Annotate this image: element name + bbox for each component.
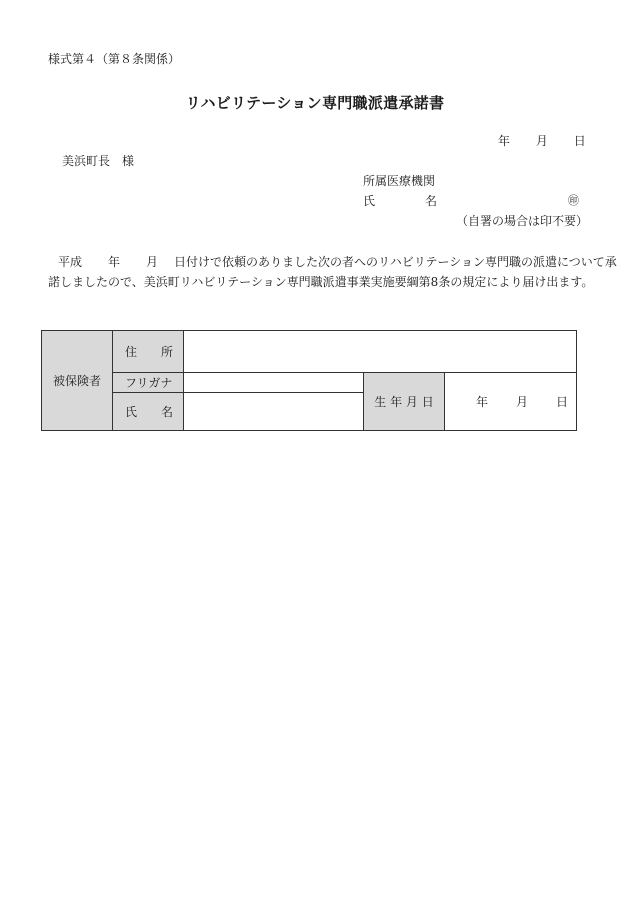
- birthdate-month: 月: [515, 395, 528, 409]
- form-number: 様式第４（第８条関係）: [48, 52, 181, 66]
- body-line-2: 諾しましたので、美浜町リハビリテーション専門職派遣事業実施要綱第8条の規定により届け出ます。: [48, 275, 594, 289]
- furigana-label-cell: [113, 373, 184, 393]
- furigana-label: フリガナ: [125, 376, 173, 390]
- insured-name-label: 氏 名: [125, 405, 174, 419]
- address-label: 住 所: [125, 345, 174, 359]
- affiliation-label: 所属医療機関: [363, 174, 436, 188]
- birthdate-day: 日: [555, 395, 568, 409]
- body-paragraph: [48, 252, 617, 292]
- body-month: 月: [146, 255, 159, 269]
- insured-person-label: 被保険者: [42, 331, 113, 431]
- date-month-label: 月: [535, 134, 548, 148]
- addressee: 美浜町長 様: [62, 154, 135, 168]
- signature-note: （自署の場合は印不要）: [456, 214, 589, 228]
- address-label-cell: [113, 331, 184, 373]
- body-line-1: [48, 252, 617, 272]
- document-title: リハビリテーション専門職派遣承諾書: [185, 94, 445, 112]
- date-year-label: 年: [498, 134, 511, 148]
- birthdate-label: 生 年 月 日: [364, 373, 445, 431]
- submission-date: [498, 132, 586, 149]
- name-label-first: 氏: [363, 194, 376, 208]
- furigana-field[interactable]: [184, 373, 364, 393]
- body-year: 年: [108, 255, 121, 269]
- body-line-1-text: 日付けで依頼のありました次の者へのリハビリテーション専門職の派遣について承: [174, 255, 617, 269]
- body-era: 平成: [58, 255, 83, 269]
- name-label-cell: [113, 393, 184, 431]
- birthdate-field[interactable]: [445, 373, 577, 431]
- insured-person-table: [41, 330, 577, 431]
- insured-name-field[interactable]: [184, 393, 364, 431]
- seal-mark: ㊞: [568, 194, 579, 207]
- date-day-label: 日: [573, 134, 586, 148]
- address-field[interactable]: [184, 331, 577, 373]
- birthdate-year: 年: [475, 395, 488, 409]
- name-label-second: 名: [425, 194, 438, 208]
